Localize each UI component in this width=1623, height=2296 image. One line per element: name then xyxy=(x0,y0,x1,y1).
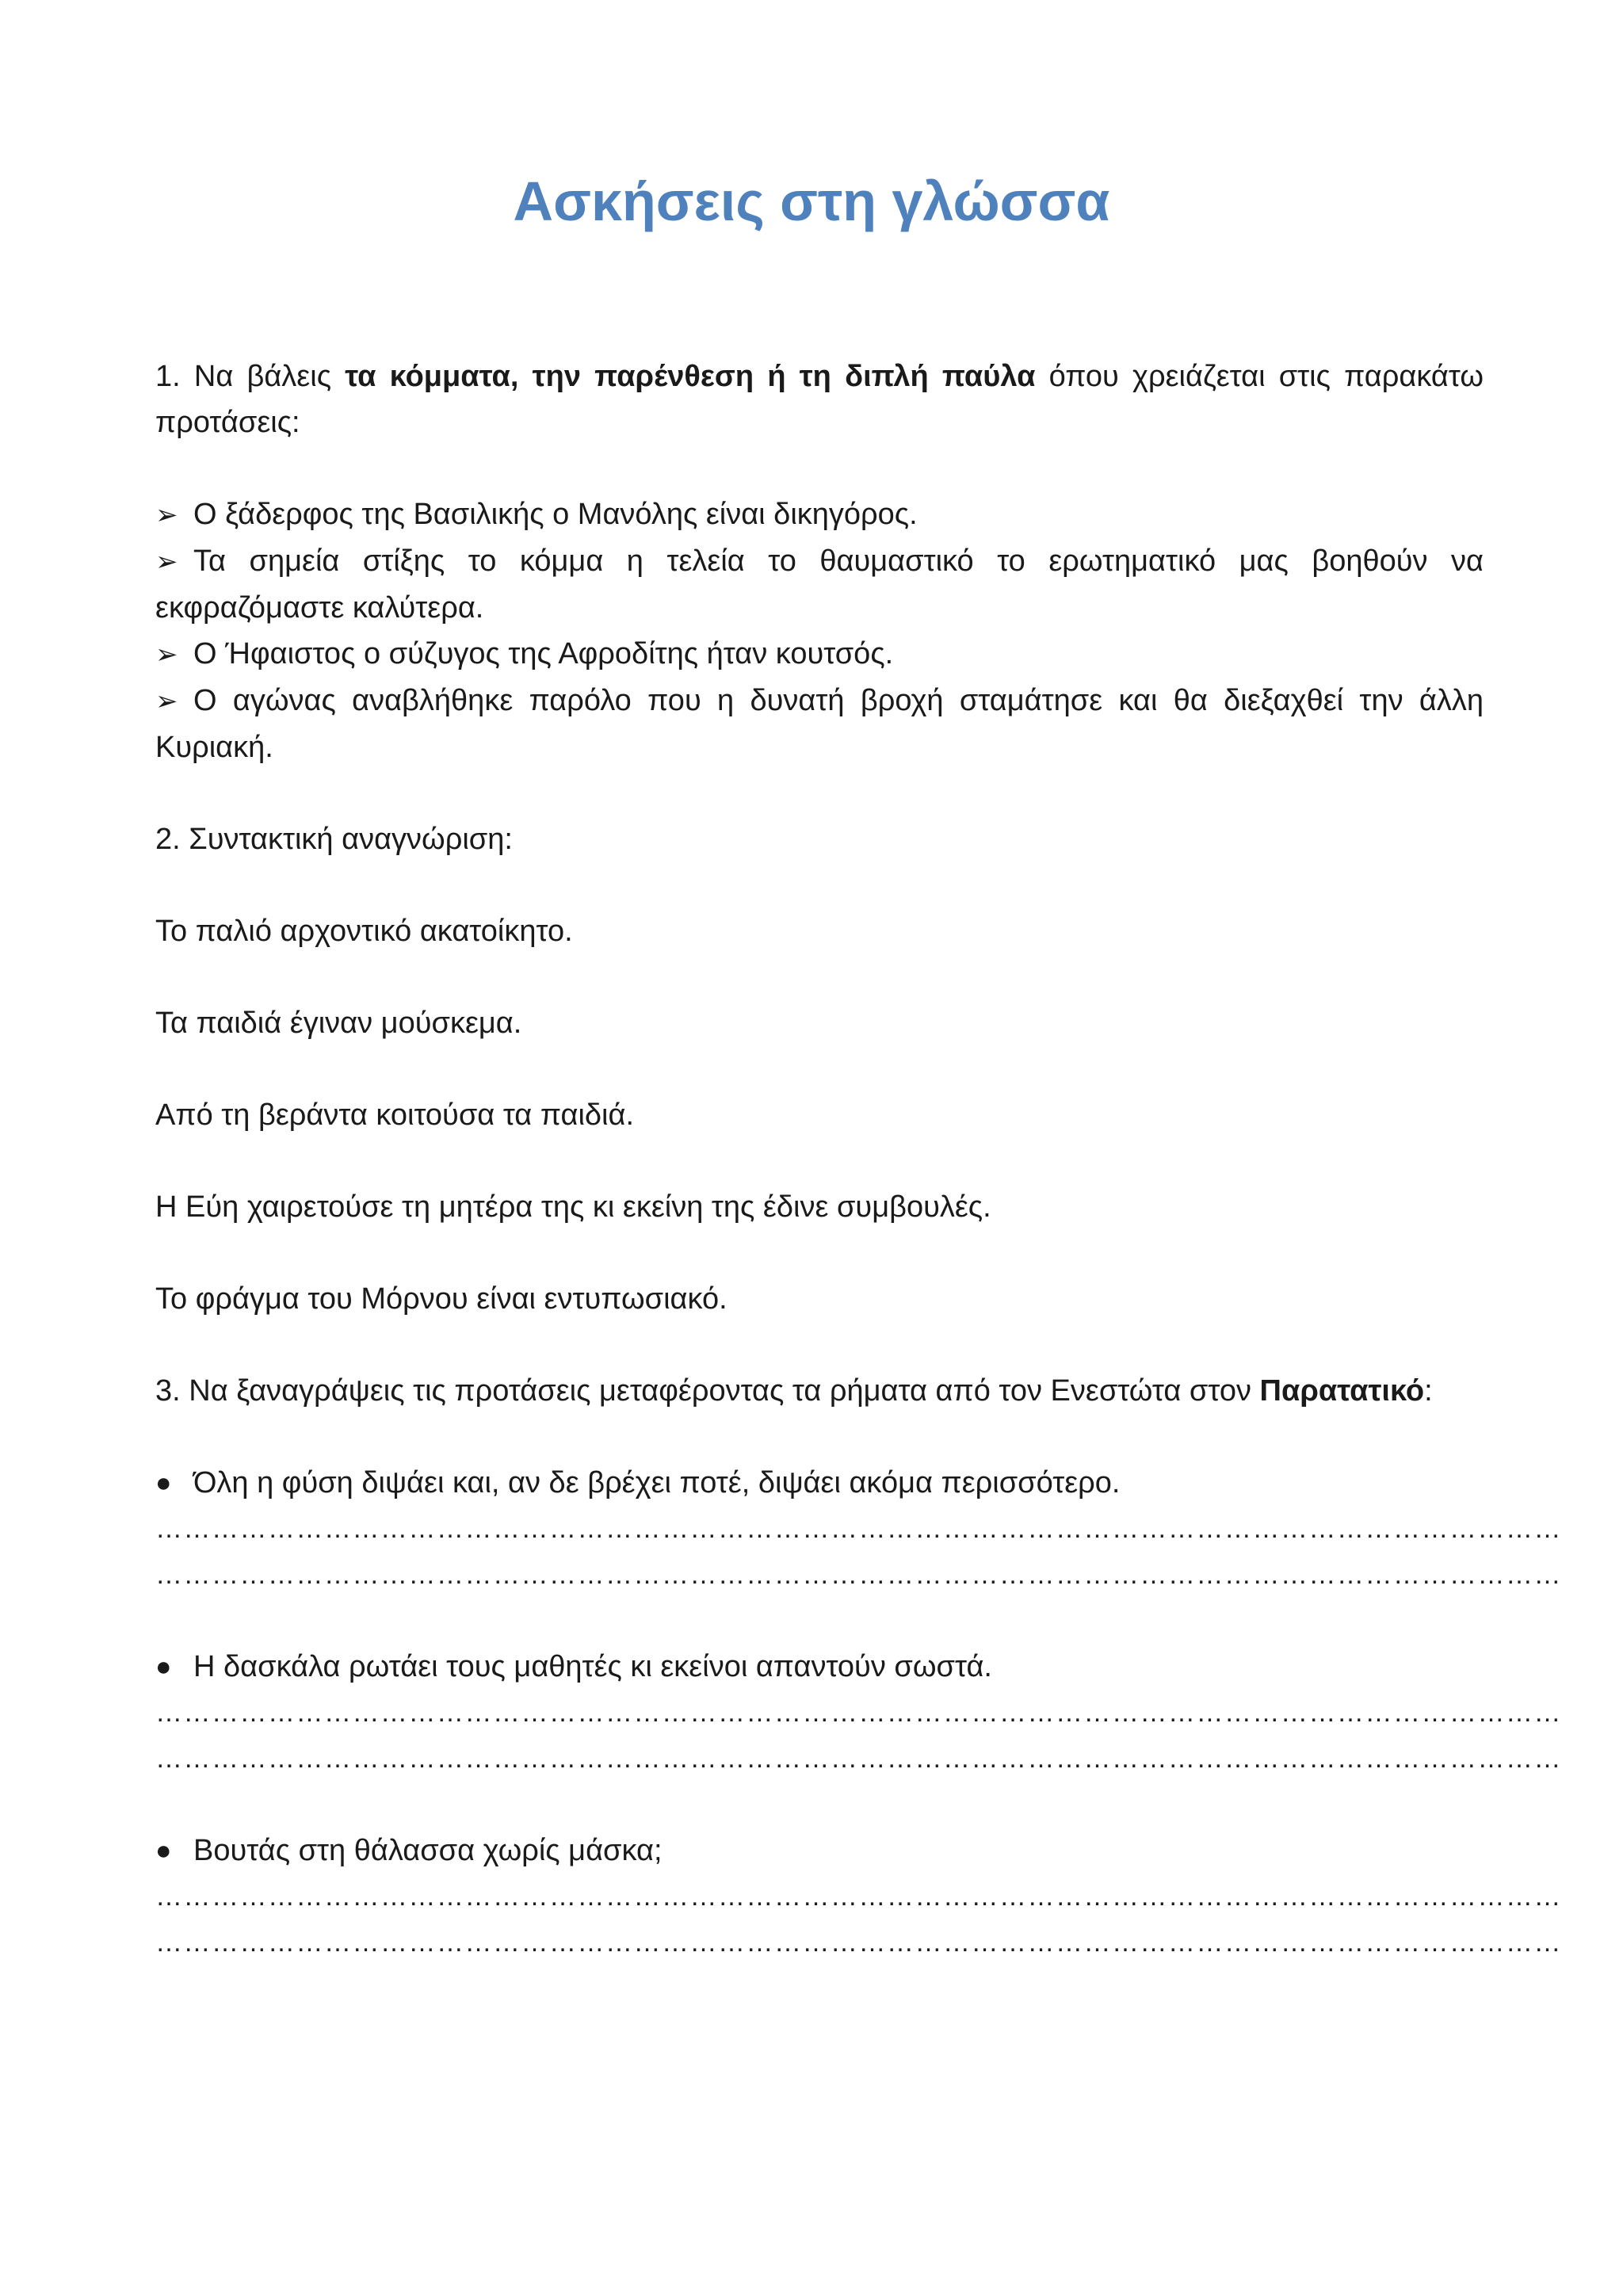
exercise-3-heading xyxy=(155,1368,1484,1414)
exercise-1-item-text: Ο ξάδερφος της Βασιλικής ο Μανόλης είναι δικηγόρος. xyxy=(193,498,918,531)
exercise-1-item xyxy=(155,491,1484,538)
answer-line[interactable]: …………………………………………………………………………………………………………………………………… xyxy=(155,1560,1562,1590)
answer-line[interactable]: …………………………………………………………………………………………………………………………………… xyxy=(155,1744,1562,1774)
exercise-1-bold: τα κόμματα, την παρένθεση ή τη διπλή παύλα xyxy=(345,360,1036,393)
exercise-3-item xyxy=(155,1828,1484,1874)
spacer xyxy=(155,954,1484,1000)
round-bullet-icon: ● xyxy=(155,1468,172,1498)
spacer xyxy=(155,1598,1484,1644)
exercise-3-bold: Παρατατικό xyxy=(1259,1374,1425,1408)
exercise-1-heading xyxy=(155,353,1484,445)
exercise-1-item xyxy=(155,678,1484,770)
arrow-bullet-icon: ➢ xyxy=(155,640,178,670)
exercise-1-prefix: 1. Να βάλεις xyxy=(155,360,346,393)
exercise-3-item xyxy=(155,1460,1484,1506)
spacer xyxy=(155,1046,1484,1092)
arrow-bullet-icon: ➢ xyxy=(155,686,178,716)
round-bullet-icon: ● xyxy=(155,1652,172,1682)
exercise-1-item-text: Τα σημεία στίξης το κόμμα η τελεία το θαυμαστικό το ερωτηματικό μας βοηθούν να εκφραζόμαστε καλύτερα. xyxy=(155,544,1484,625)
exercise-2-sentence: Το παλιό αρχοντικό ακατοίκητο. xyxy=(155,915,573,948)
spacer xyxy=(155,1322,1484,1368)
answer-line[interactable]: …………………………………………………………………………………………………………………………………… xyxy=(155,1698,1562,1728)
answer-line[interactable]: …………………………………………………………………………………………………………………………………… xyxy=(155,1927,1562,1958)
exercise-1-item-text: Ο Ήφαιστος ο σύζυγος της Αφροδίτης ήταν κουτσός. xyxy=(193,637,894,670)
arrow-bullet-icon: ➢ xyxy=(155,547,178,577)
spacer xyxy=(155,1138,1484,1184)
exercise-1-item xyxy=(155,538,1484,631)
exercise-1-item-text: Ο αγώνας αναβλήθηκε παρόλο που η δυνατή βροχή σταμάτησε και θα διεξαχθεί την άλλη Κυριακή. xyxy=(155,684,1484,764)
document-body xyxy=(155,353,1562,1966)
exercise-2-sentence: Το φράγμα του Μόρνου είναι εντυπωσιακό. xyxy=(155,1282,727,1316)
exercise-3-item-text: Όλη η φύση διψάει και, αν δε βρέχει ποτέ, διψάει ακόμα περισσότερο. xyxy=(193,1466,1121,1499)
spacer xyxy=(155,770,1484,816)
exercise-3-item-text: Η δασκάλα ρωτάει τους μαθητές κι εκείνοι απαντούν σωστά. xyxy=(193,1650,992,1683)
exercise-3-item xyxy=(155,1644,1484,1690)
spacer xyxy=(155,862,1484,908)
spacer xyxy=(155,1782,1484,1828)
round-bullet-icon: ● xyxy=(155,1836,172,1866)
spacer xyxy=(155,445,1484,491)
exercise-2-sentence: Από τη βεράντα κοιτούσα τα παιδιά. xyxy=(155,1098,635,1132)
exercise-2-heading: 2. Συντακτική αναγνώριση: xyxy=(155,823,513,856)
exercise-2-sentence: Τα παιδιά έγιναν μούσκεμα. xyxy=(155,1007,522,1040)
exercise-2-sentence: Η Εύη χαιρετούσε τη μητέρα της κι εκείνη της έδινε συμβουλές. xyxy=(155,1190,991,1224)
answer-line[interactable]: …………………………………………………………………………………………………………………………………… xyxy=(155,1514,1562,1544)
page-title: Ασκήσεις στη γλώσσα xyxy=(513,170,1110,232)
answer-line[interactable]: …………………………………………………………………………………………………………………………………… xyxy=(155,1881,1562,1912)
exercise-3-prefix: 3. Να ξαναγράψεις τις προτάσεις μεταφέροντας τα ρήματα από τον Ενεστώτα στον xyxy=(155,1374,1260,1408)
spacer xyxy=(155,1414,1484,1460)
exercise-3-item-text: Βουτάς στη θάλασσα χωρίς μάσκα; xyxy=(193,1834,663,1867)
exercise-3-suffix: : xyxy=(1424,1374,1433,1408)
arrow-bullet-icon: ➢ xyxy=(155,500,178,530)
spacer xyxy=(155,1230,1484,1276)
exercise-1-item xyxy=(155,631,1484,678)
exercise-1-suffix: όπου χρειάζεται στις παρακάτω προτάσεις: xyxy=(155,360,1484,439)
